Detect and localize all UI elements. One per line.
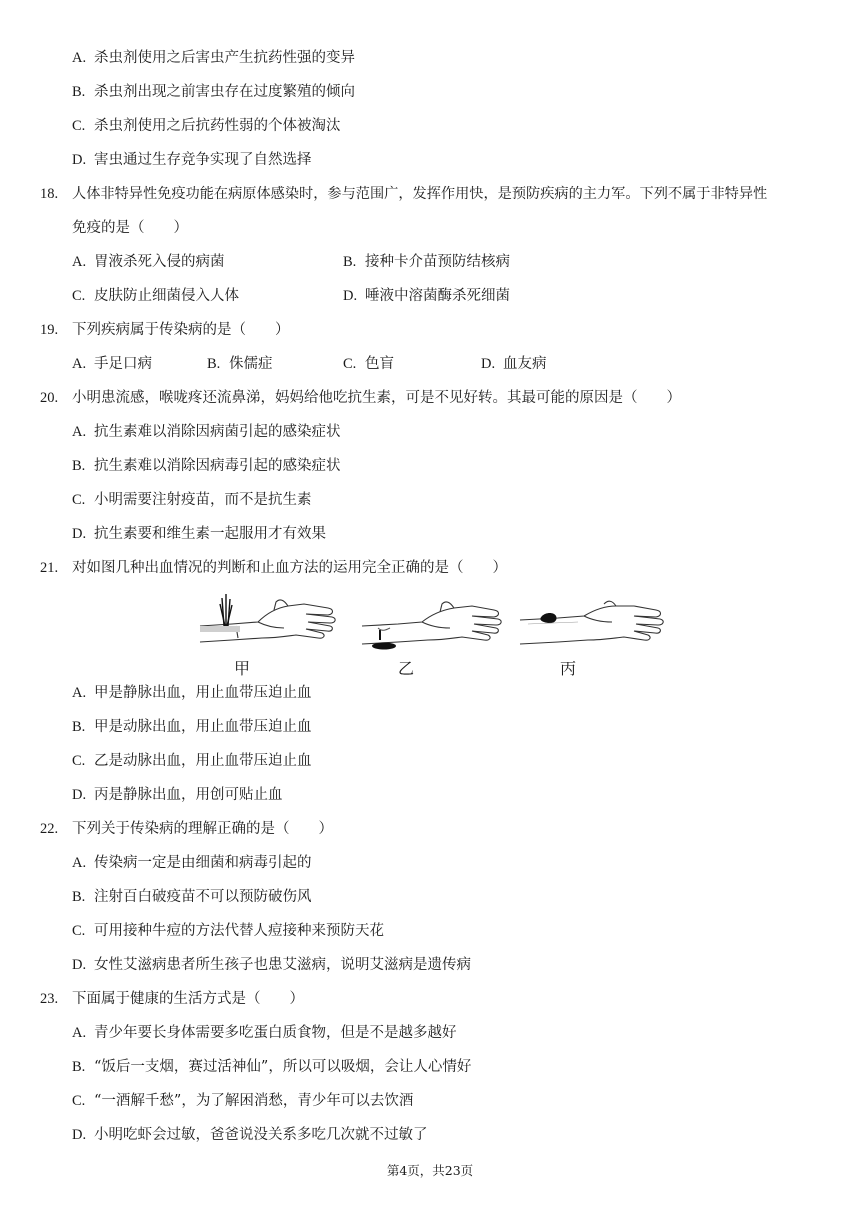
option-text: 乙是动脉出血，用止血带压迫止血 [94, 753, 312, 769]
option-letter: B. [72, 458, 86, 474]
option-text: 甲是动脉出血，用止血带压迫止血 [94, 719, 312, 735]
q21-stem: 对如图几种出血情况的判断和止血方法的运用完全正确的是（ ） [72, 560, 507, 576]
option-text: 接种卡介苗预防结核病 [365, 254, 510, 270]
question-number: 18. [40, 186, 59, 202]
question-number: 20. [40, 390, 59, 406]
option-letter: B. [72, 84, 86, 100]
q23-option-c [72, 1091, 413, 1111]
option-letter: B. [72, 1059, 86, 1075]
option-text: 害虫通过生存竞争实现了自然选择 [94, 152, 312, 168]
q21-option-c [72, 751, 312, 771]
q19-option-a [72, 354, 152, 374]
option-letter: A. [72, 424, 87, 440]
hand-illustration-bing [518, 594, 666, 654]
q22-stem: 下列关于传染病的理解正确的是（ ） [72, 821, 333, 837]
q22-option-d [72, 955, 471, 975]
option-text: 唾液中溶菌酶杀死细菌 [365, 288, 510, 304]
option-letter: A. [72, 1025, 87, 1041]
q20-option-a [72, 422, 341, 442]
option-text: 注射百白破疫苗不可以预防破伤风 [94, 889, 312, 905]
q17-option-a [72, 48, 355, 68]
q22-option-a [72, 853, 312, 873]
option-text: 可用接种牛痘的方法代替人痘接种来预防天花 [94, 923, 384, 939]
option-text: 皮肤防止细菌侵入人体 [94, 288, 239, 304]
option-text: “一酒解千愁”，为了解困消愁，青少年可以去饮酒 [94, 1093, 414, 1109]
q19-option-c [343, 354, 394, 374]
q18-option-a [72, 252, 225, 272]
q21-option-b [72, 717, 312, 737]
q18-stem-line2: 免疫的是（ ） [72, 220, 188, 236]
option-text: 杀虫剂出现之前害虫存在过度繁殖的倾向 [94, 84, 355, 100]
option-letter: C. [72, 492, 86, 508]
option-letter: B. [72, 889, 86, 905]
q18-stem-line1: 人体非特异性免疫功能在病原体感染时，参与范围广，发挥作用快，是预防疾病的主力军。下列不属于非特异性 [72, 186, 768, 202]
q23-option-d [72, 1125, 428, 1145]
option-letter: C. [343, 356, 357, 372]
option-letter: D. [72, 1127, 87, 1143]
q21-option-d [72, 785, 283, 805]
q23-option-a [72, 1023, 457, 1043]
figure-label-bing: 丙 [560, 659, 577, 678]
option-letter: B. [343, 254, 357, 270]
question-number: 19. [40, 322, 59, 338]
q19-stem: 下列疾病属于传染病的是（ ） [72, 322, 290, 338]
option-text: 女性艾滋病患者所生孩子也患艾滋病，说明艾滋病是遗传病 [94, 957, 471, 973]
option-text: 血友病 [503, 356, 547, 372]
option-text: 侏儒症 [229, 356, 273, 372]
option-letter: A. [72, 50, 87, 66]
q20-option-d [72, 524, 326, 544]
option-letter: B. [207, 356, 221, 372]
q20-option-b [72, 456, 341, 476]
option-text: 杀虫剂使用之后抗药性弱的个体被淘汰 [94, 118, 341, 134]
option-letter: C. [72, 1093, 86, 1109]
option-text: 抗生素难以消除因病毒引起的感染症状 [94, 458, 341, 474]
option-text: 抗生素难以消除因病菌引起的感染症状 [94, 424, 341, 440]
option-letter: B. [72, 719, 86, 735]
q19-option-d [481, 354, 547, 374]
q17-option-b [72, 82, 355, 102]
question-number: 22. [40, 821, 59, 837]
q18-option-c [72, 286, 239, 306]
option-letter: A. [72, 855, 87, 871]
option-letter: C. [72, 288, 86, 304]
hand-illustration-yi [360, 596, 508, 656]
bleeding-figure [196, 590, 666, 680]
option-text: 杀虫剂使用之后害虫产生抗药性强的变异 [94, 50, 355, 66]
option-text: 手足口病 [94, 356, 152, 372]
option-text: 色盲 [365, 356, 394, 372]
option-text: 甲是静脉出血，用止血带压迫止血 [94, 685, 312, 701]
option-letter: C. [72, 118, 86, 134]
q20-stem: 小明患流感，喉咙疼还流鼻涕，妈妈给他吃抗生素，可是不见好转。其最可能的原因是（ ） [72, 390, 681, 406]
question-number: 21. [40, 560, 59, 576]
q22-option-c [72, 921, 384, 941]
q17-option-d [72, 150, 312, 170]
option-letter: A. [72, 685, 87, 701]
question-number: 23. [40, 991, 59, 1007]
figure-label-yi: 乙 [398, 659, 415, 678]
q20-option-c [72, 490, 312, 510]
option-text: 小明需要注射疫苗，而不是抗生素 [94, 492, 312, 508]
option-text: “饭后一支烟，赛过活神仙”，所以可以吸烟，会让人心情好 [94, 1059, 472, 1075]
option-letter: C. [72, 923, 86, 939]
q23-option-b [72, 1057, 471, 1077]
option-text: 传染病一定是由细菌和病毒引起的 [94, 855, 312, 871]
q18-option-d [343, 286, 510, 306]
q18-option-b [343, 252, 510, 272]
option-letter: D. [72, 787, 87, 803]
option-text: 小明吃虾会过敏，爸爸说没关系多吃几次就不过敏了 [94, 1127, 428, 1143]
q21-option-a [72, 683, 312, 703]
option-text: 抗生素要和维生素一起服用才有效果 [94, 526, 326, 542]
page-footer: 第4页，共23页 [386, 1163, 474, 1178]
option-letter: D. [481, 356, 496, 372]
figure-label-jia: 甲 [234, 659, 251, 678]
q19-option-b [207, 354, 273, 374]
option-letter: D. [72, 152, 87, 168]
option-text: 丙是静脉出血，用创可贴止血 [94, 787, 283, 803]
q23-stem: 下面属于健康的生活方式是（ ） [72, 991, 304, 1007]
option-letter: D. [343, 288, 358, 304]
option-letter: A. [72, 254, 87, 270]
option-letter: C. [72, 753, 86, 769]
option-letter: D. [72, 957, 87, 973]
option-text: 青少年要长身体需要多吃蛋白质食物，但是不是越多越好 [94, 1025, 457, 1041]
q22-option-b [72, 887, 312, 907]
option-text: 胃液杀死入侵的病菌 [94, 254, 225, 270]
hand-illustration-jia [196, 590, 341, 652]
option-letter: D. [72, 526, 87, 542]
q17-option-c [72, 116, 341, 136]
option-letter: A. [72, 356, 87, 372]
